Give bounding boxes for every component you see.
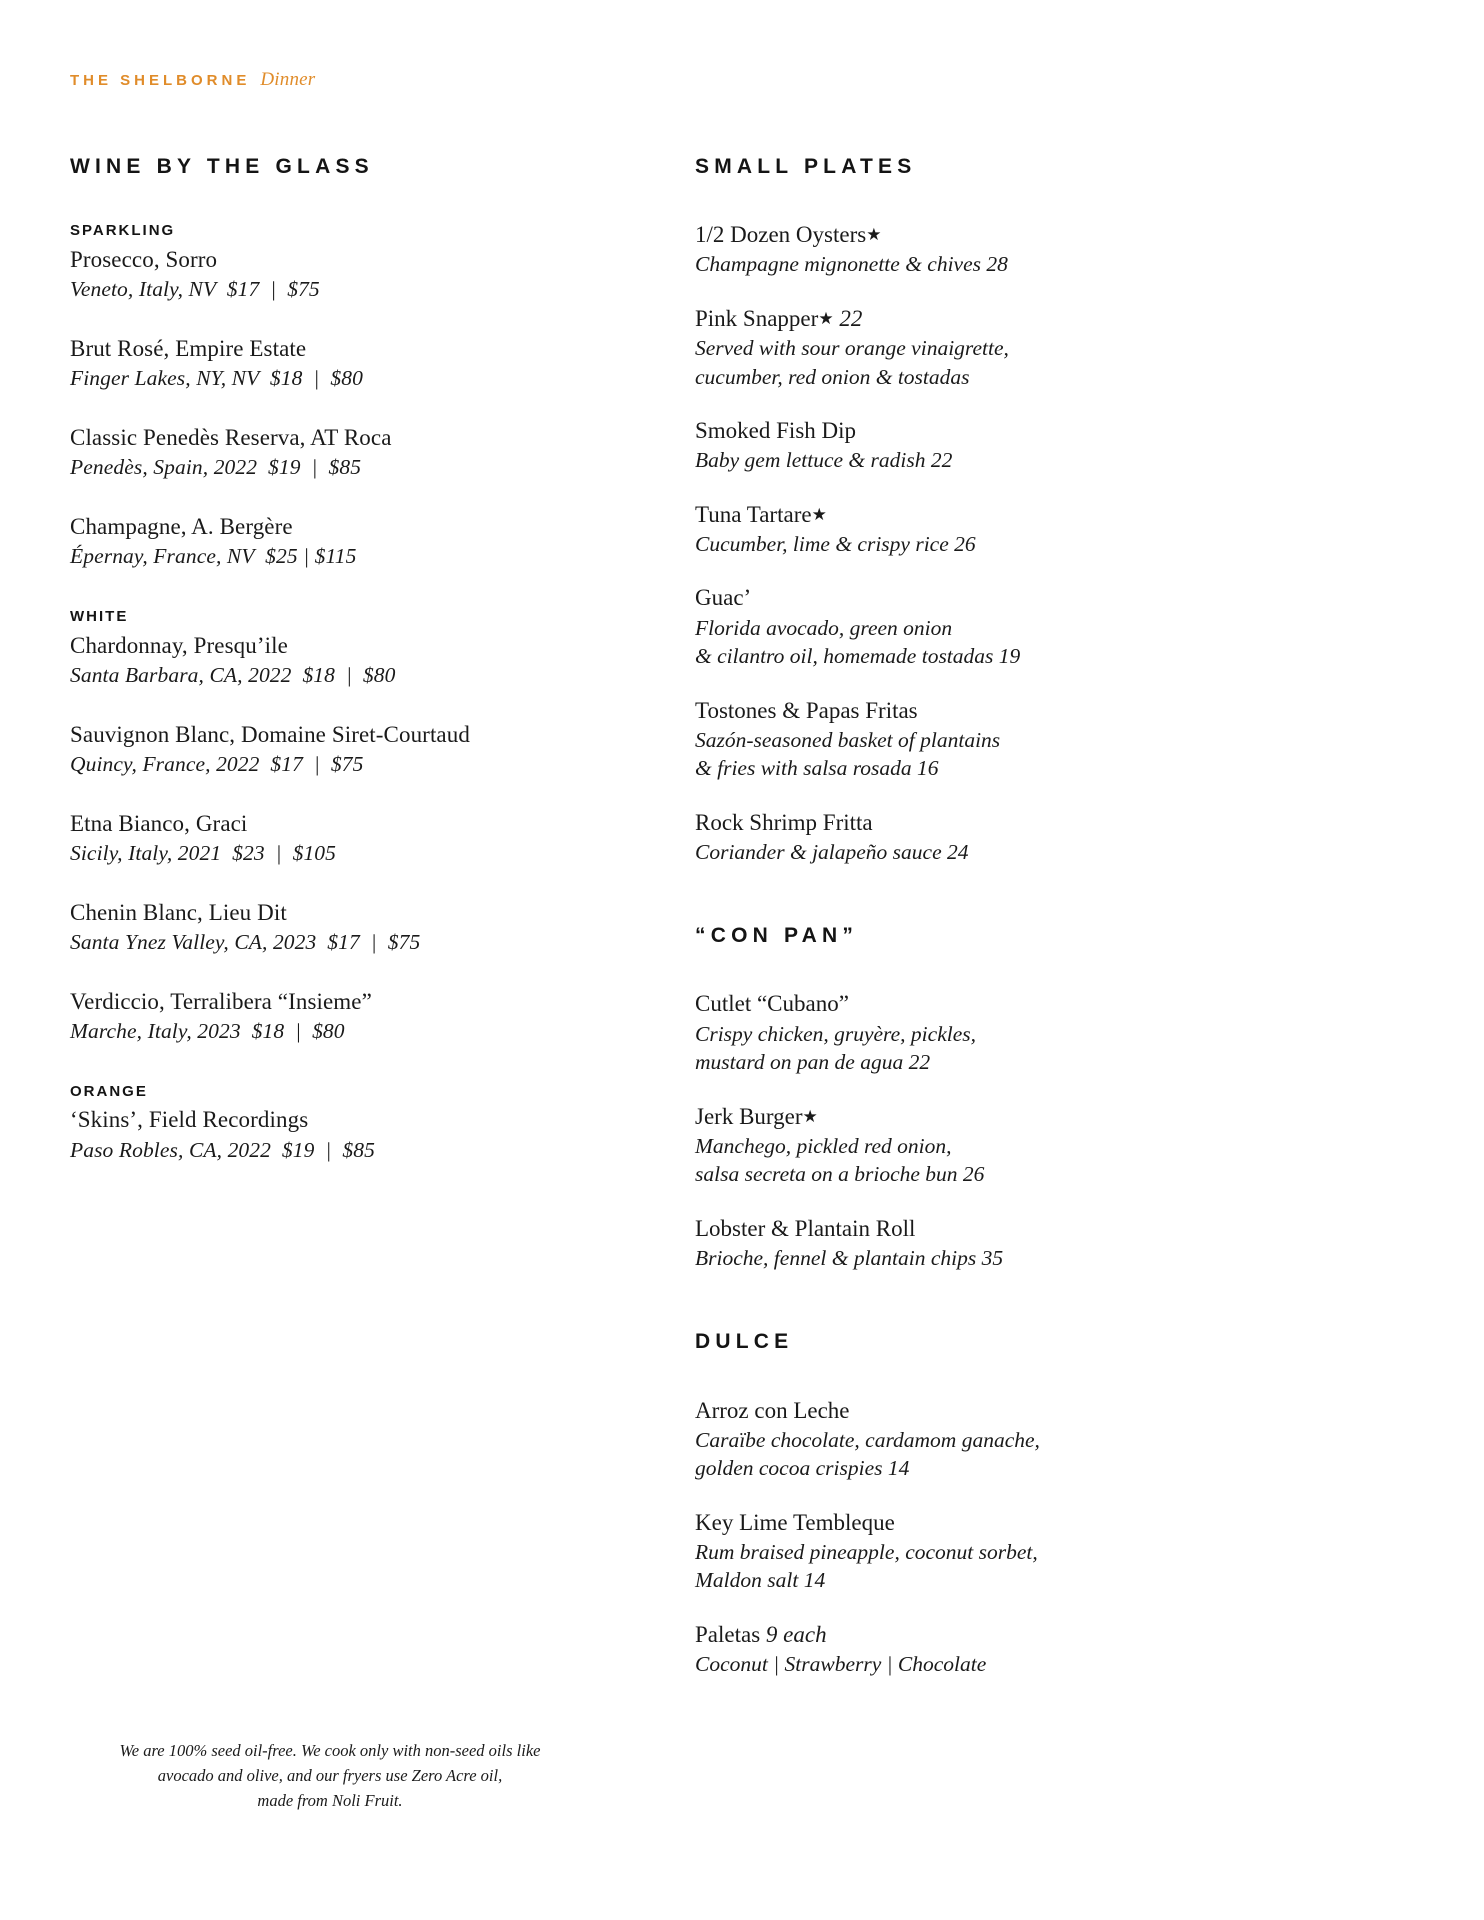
menu-item-name xyxy=(695,583,1255,613)
footnote-line-1: We are 100% seed oil-free. We cook only with non-seed oils like xyxy=(119,1741,541,1760)
section-title-small-plates: SMALL PLATES xyxy=(695,155,917,178)
menu-item-description: Champagne mignonette & chives 28 xyxy=(695,252,1008,277)
meal-label: Dinner xyxy=(260,69,316,90)
menu-item-name xyxy=(695,1396,1255,1426)
menu-item xyxy=(695,696,1255,783)
raw-item-star-icon: ★ xyxy=(811,504,827,524)
raw-item-star-icon: ★ xyxy=(866,225,882,245)
menu-item xyxy=(695,416,1255,475)
menu-item-description: Rum braised pineapple, coconut sorbet, xyxy=(695,1539,1038,1564)
wine-entry xyxy=(70,334,630,394)
menu-item-description: Coconut | Strawberry | Chocolate xyxy=(695,1652,987,1677)
wine-origin-price: Santa Barbara, CA, 2022 $18 | $80 xyxy=(70,663,396,688)
menu-item-name xyxy=(695,304,1255,334)
wine-group-list xyxy=(70,220,630,1165)
wine-name: Classic Penedès Reserva, AT Roca xyxy=(70,424,392,450)
menu-item-description: Manchego, pickled red onion, xyxy=(695,1133,952,1158)
wine-name: Etna Bianco, Graci xyxy=(70,810,248,836)
wine-entry xyxy=(70,512,630,572)
menu-item-description: Caraïbe chocolate, cardamom ganache, xyxy=(695,1427,1040,1452)
wine-origin-price: Santa Ynez Valley, CA, 2023 $17 | $75 xyxy=(70,930,421,955)
menu-item xyxy=(695,808,1255,867)
menu-item-title: Arroz con Leche xyxy=(695,1397,850,1423)
menu-item-description: mustard on pan de agua 22 xyxy=(695,1050,931,1075)
menu-item-price: 9 each xyxy=(760,1621,827,1647)
footnote-line-3: made from Noli Fruit. xyxy=(257,1791,403,1811)
wine-name: Brut Rosé, Empire Estate xyxy=(70,335,307,361)
menu-item-description: & fries with salsa rosada 16 xyxy=(695,756,939,781)
menu-item-name xyxy=(695,989,1255,1019)
menu-item-name xyxy=(695,220,1255,250)
menu-item-name xyxy=(695,1214,1255,1244)
menu-item-description: & cilantro oil, homemade tostadas 19 xyxy=(695,644,1021,669)
wine-subsection-title: SPARKLING xyxy=(70,222,176,240)
menu-item xyxy=(695,989,1255,1076)
wine-entry xyxy=(70,809,630,869)
menu-item xyxy=(695,583,1255,670)
section-title-wine: WINE BY THE GLASS xyxy=(70,155,374,178)
wine-name: Champagne, A. Bergère xyxy=(70,513,293,539)
brand-name: THE SHELBORNE xyxy=(70,72,251,89)
wine-entry xyxy=(70,423,630,483)
menu-item-title: Tostones & Papas Fritas xyxy=(695,697,918,723)
food-section-list xyxy=(695,155,1255,1678)
menu-item-name xyxy=(695,416,1255,446)
wine-entry xyxy=(70,720,630,780)
menu-item-name xyxy=(695,500,1255,530)
menu-item-name xyxy=(695,1508,1255,1538)
menu-item-title: Cutlet “Cubano” xyxy=(695,991,849,1017)
wine-name: ‘Skins’, Field Recordings xyxy=(70,1107,309,1133)
menu-item-name xyxy=(695,696,1255,726)
wine-column xyxy=(70,155,630,1166)
menu-item-title: Pink Snapper xyxy=(695,305,819,331)
menu-item-title: Smoked Fish Dip xyxy=(695,417,857,443)
menu-item xyxy=(695,1508,1255,1595)
menu-item-description: Cucumber, lime & crispy rice 26 xyxy=(695,532,976,557)
menu-item xyxy=(695,500,1255,559)
wine-entry xyxy=(70,631,630,691)
menu-item xyxy=(695,1102,1255,1189)
section-title-dulce: DULCE xyxy=(695,1330,794,1354)
menu-item-name xyxy=(695,1620,1255,1650)
menu-item-title: Lobster & Plantain Roll xyxy=(695,1215,916,1241)
wine-entry xyxy=(70,987,630,1047)
footnote-line-2: avocado and olive, and our fryers use Zero Acre oil, xyxy=(157,1766,503,1786)
menu-item-description: golden cocoa crispies 14 xyxy=(695,1456,910,1481)
wine-entry xyxy=(70,898,630,958)
raw-item-star-icon: ★ xyxy=(818,308,834,328)
menu-item xyxy=(695,304,1255,391)
wine-origin-price: Veneto, Italy, NV $17 | $75 xyxy=(70,277,320,302)
menu-item-description: Baby gem lettuce & radish 22 xyxy=(695,448,953,473)
wine-origin-price: Penedès, Spain, 2022 $19 | $85 xyxy=(70,455,362,480)
menu-item-description: salsa secreta on a brioche bun 26 xyxy=(695,1162,985,1187)
menu-item xyxy=(695,1396,1255,1483)
wine-subsection-title: WHITE xyxy=(70,607,129,625)
wine-origin-price: Paso Robles, CA, 2022 $19 | $85 xyxy=(70,1137,375,1162)
menu-item-description: Florida avocado, green onion xyxy=(695,615,953,640)
menu-item-description: Coriander & jalapeño sauce 24 xyxy=(695,839,969,864)
menu-item-description: Served with sour orange vinaigrette, xyxy=(695,336,1009,361)
wine-name: Verdiccio, Terralibera “Insieme” xyxy=(70,988,372,1014)
wine-name: Chardonnay, Presqu’ile xyxy=(70,632,288,658)
menu-item-title: Jerk Burger xyxy=(695,1103,803,1129)
menu-item xyxy=(695,220,1255,279)
footnote xyxy=(70,1738,590,1813)
menu-item-description: Maldon salt 14 xyxy=(695,1568,826,1593)
menu-item-title: Paletas xyxy=(695,1621,761,1647)
menu-item-description: Sazón-seasoned basket of plantains xyxy=(695,727,1001,752)
menu-item-description: Crispy chicken, gruyère, pickles, xyxy=(695,1021,976,1046)
wine-name: Prosecco, Sorro xyxy=(70,246,218,272)
wine-origin-price: Finger Lakes, NY, NV $18 | $80 xyxy=(70,366,363,391)
food-column xyxy=(695,155,1255,1678)
section-title-con-pan: “CON PAN” xyxy=(695,924,859,948)
menu-item-title: 1/2 Dozen Oysters xyxy=(695,222,867,248)
menu-item-title: Rock Shrimp Fritta xyxy=(695,809,873,835)
menu-item-description: cucumber, red onion & tostadas xyxy=(695,364,970,389)
menu-item-title: Key Lime Tembleque xyxy=(695,1509,895,1535)
menu-item-name xyxy=(695,808,1255,838)
wine-name: Chenin Blanc, Lieu Dit xyxy=(70,899,287,925)
menu-item-title: Tuna Tartare xyxy=(695,501,812,527)
wine-origin-price: Sicily, Italy, 2021 $23 | $105 xyxy=(70,841,336,866)
wine-origin-price: Quincy, France, 2022 $17 | $75 xyxy=(70,752,364,777)
wine-origin-price: Marche, Italy, 2023 $18 | $80 xyxy=(70,1019,345,1044)
menu-item-title: Guac’ xyxy=(695,585,752,611)
wine-name: Sauvignon Blanc, Domaine Siret-Courtaud xyxy=(70,721,470,747)
menu-item-name xyxy=(695,1102,1255,1132)
wine-entry xyxy=(70,245,630,305)
wine-origin-price: Épernay, France, NV $25 | $115 xyxy=(70,544,357,569)
menu-item xyxy=(695,1214,1255,1273)
masthead xyxy=(70,70,315,89)
menu-item-price: 22 xyxy=(833,305,863,331)
wine-entry xyxy=(70,1105,630,1165)
menu-item xyxy=(695,1620,1255,1679)
menu-item-description: Brioche, fennel & plantain chips 35 xyxy=(695,1246,1004,1271)
wine-subsection-title: ORANGE xyxy=(70,1082,148,1100)
raw-item-star-icon: ★ xyxy=(802,1106,818,1126)
